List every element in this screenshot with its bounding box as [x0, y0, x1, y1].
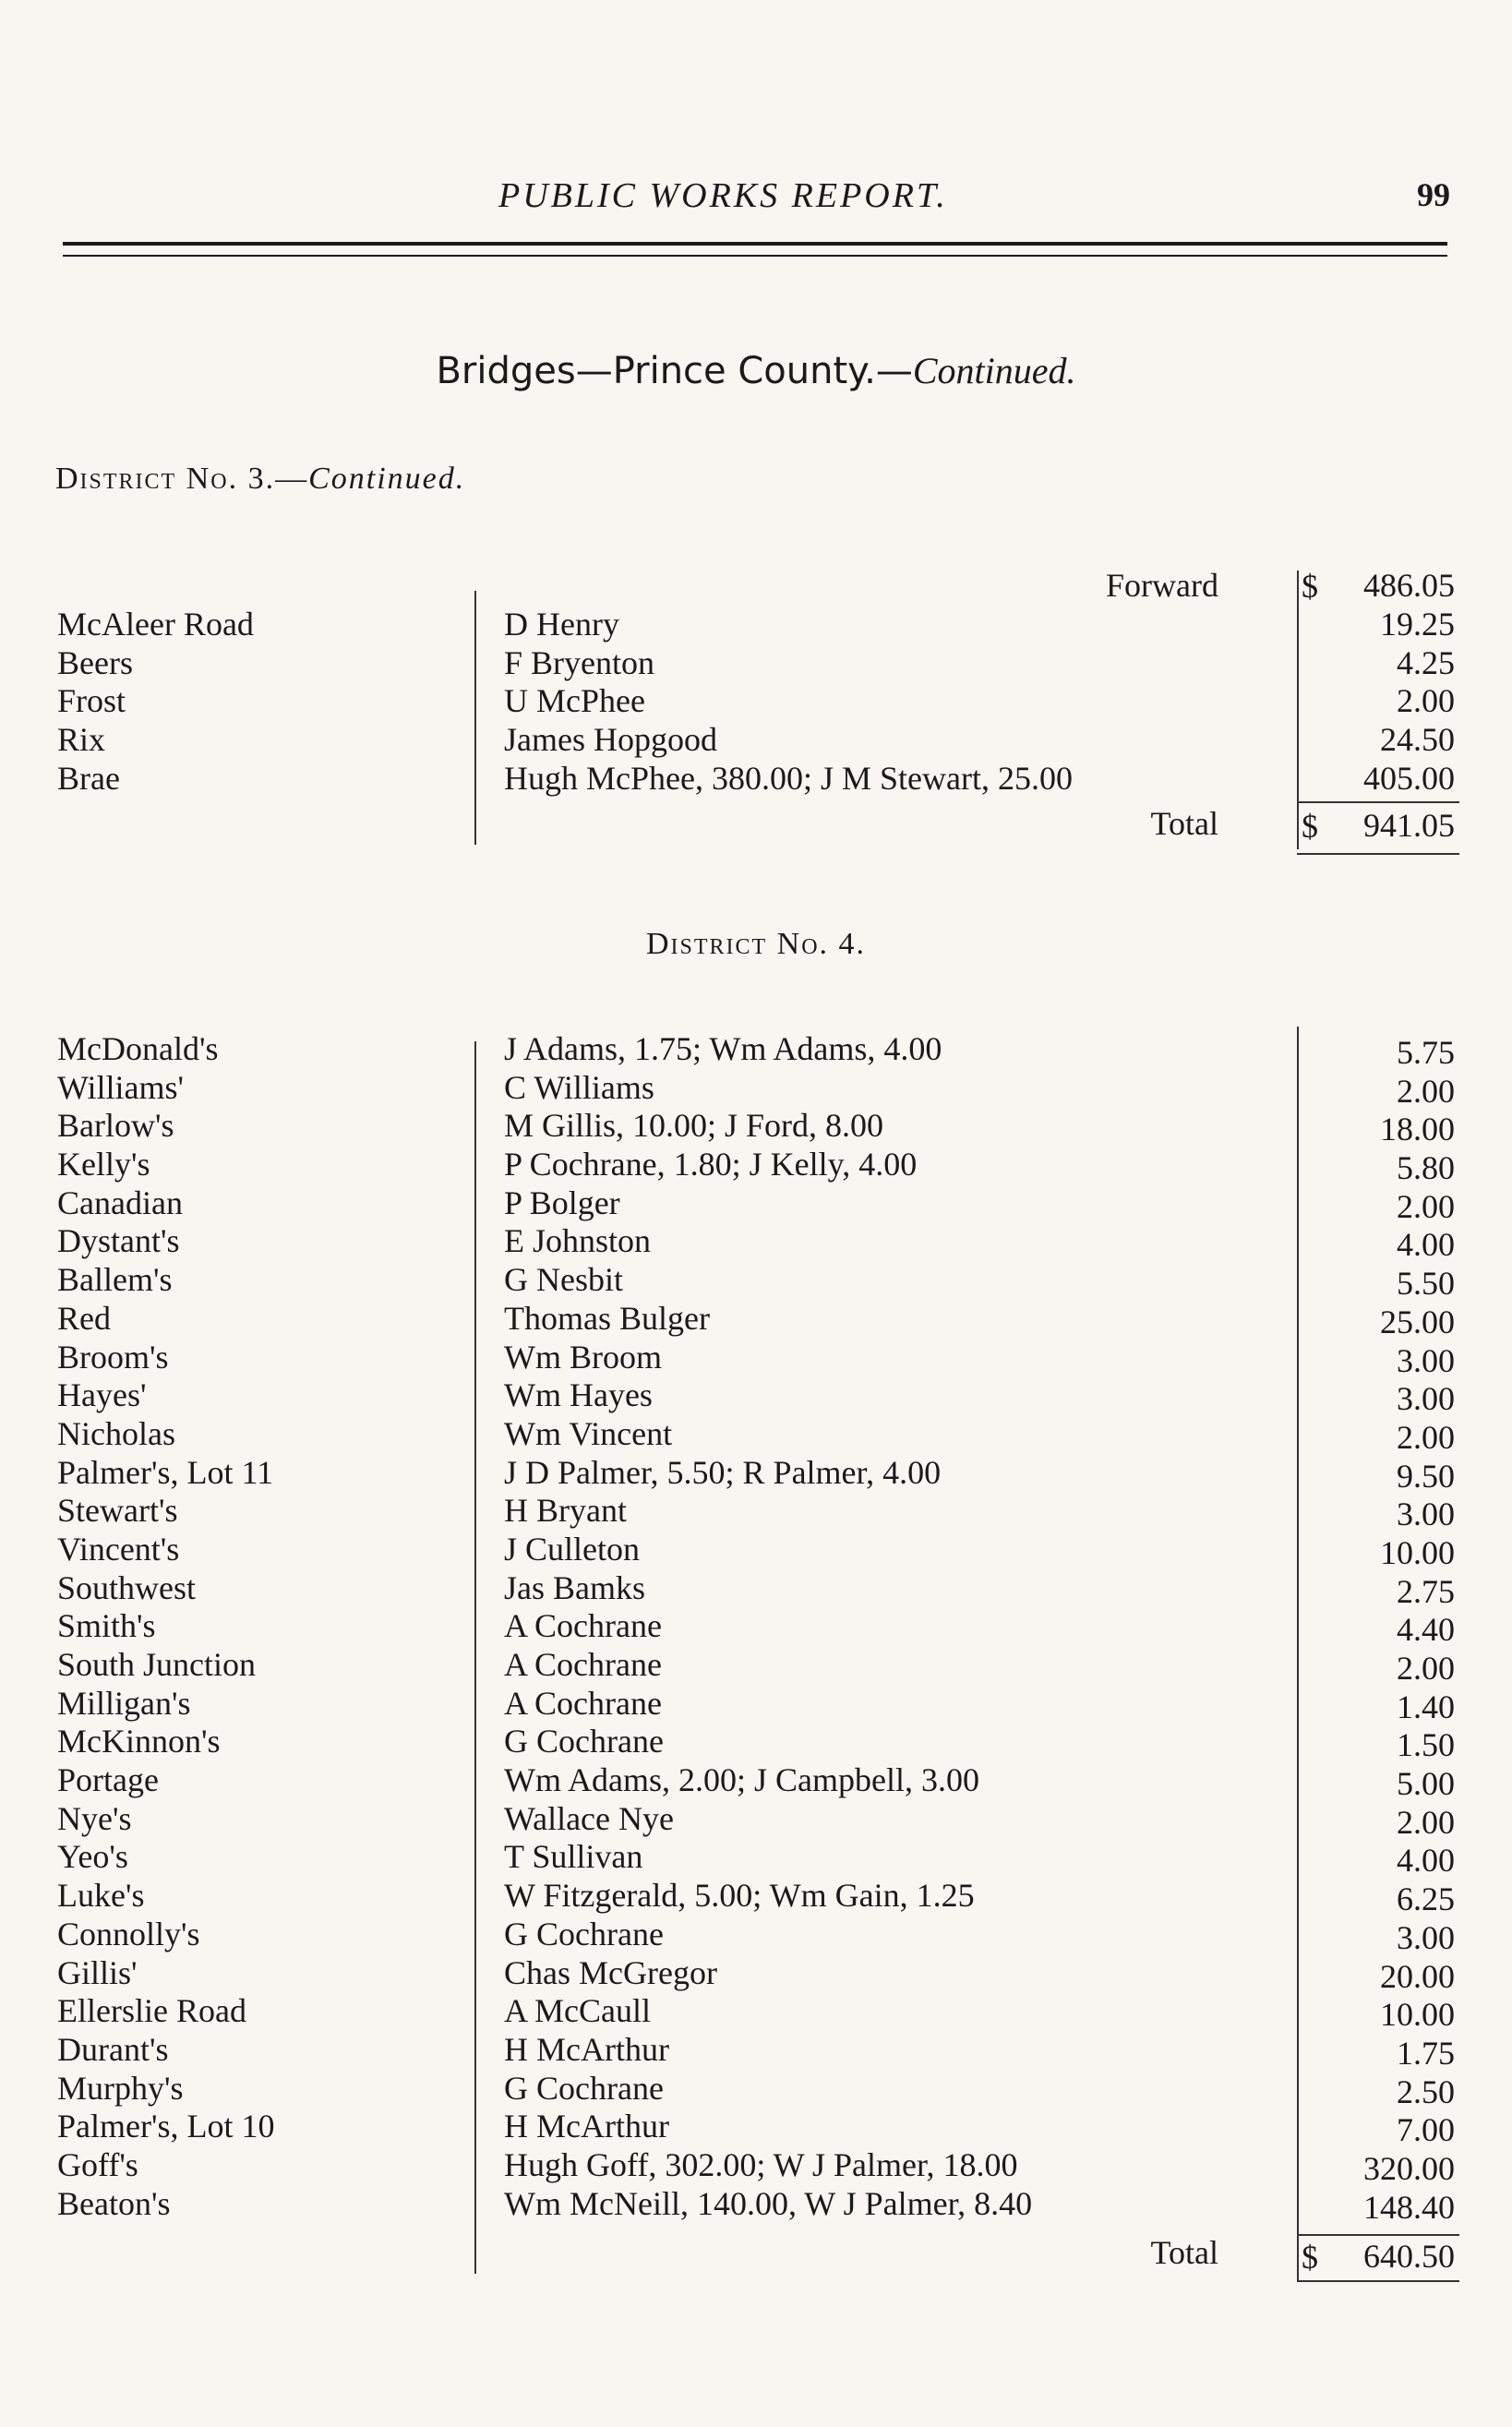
bridge-name: Nicholas — [57, 1414, 175, 1452]
bridge-name: Hayes' — [57, 1376, 147, 1414]
bridge-name: Dystant's — [57, 1222, 180, 1260]
bridge-name: South Junction — [57, 1646, 257, 1683]
forward-amount: 486.05 — [1363, 567, 1455, 604]
amount: 5.80 — [1397, 1149, 1455, 1187]
amount: 2.00 — [1397, 1418, 1455, 1456]
amount: 5.50 — [1397, 1265, 1455, 1303]
bridge-name: Palmer's, Lot 11 — [57, 1453, 274, 1491]
district-4-divider-left — [474, 1041, 476, 2274]
payee: H McArthur — [504, 2030, 669, 2068]
amount: 5.75 — [1397, 1034, 1455, 1071]
amount: 10.00 — [1380, 1533, 1455, 1571]
payee: Chas McGregor — [504, 1953, 717, 1991]
district-4-subtotal-rule — [1297, 2234, 1459, 2236]
bridge-name: Southwest — [57, 1568, 197, 1606]
payee: U McPhee — [504, 682, 645, 720]
payee: Thomas Bulger — [504, 1299, 710, 1337]
amount: 4.00 — [1397, 1842, 1455, 1880]
payee: G Cochrane — [504, 1723, 664, 1760]
bridge-name: Portage — [57, 1761, 159, 1799]
payee: T Sullivan — [504, 1838, 643, 1876]
amount: 3.00 — [1397, 1918, 1455, 1956]
payee: Hugh McPhee, 380.00; J M Stewart, 25.00 — [504, 759, 1073, 797]
payee: D Henry — [504, 606, 619, 643]
amount: 24.50 — [1380, 721, 1455, 759]
amount: 1.75 — [1397, 2034, 1455, 2072]
bridge-name: Durant's — [57, 2030, 169, 2068]
amount: 2.75 — [1397, 1572, 1455, 1610]
district-3-bridge-column — [57, 606, 254, 798]
payee: A Cochrane — [504, 1684, 662, 1722]
amount: 2.00 — [1397, 1650, 1455, 1687]
bridge-name: Luke's — [57, 1877, 145, 1915]
payee: G Cochrane — [504, 2069, 664, 2107]
forward-label: Forward — [1106, 567, 1218, 604]
amount: 1.40 — [1397, 1688, 1455, 1725]
bridge-name: Milligan's — [57, 1684, 191, 1722]
payee: James Hopgood — [504, 721, 717, 759]
bridge-name: Beaton's — [57, 2184, 171, 2222]
amount: 320.00 — [1363, 2149, 1455, 2187]
payee: Wm Hayes — [504, 1376, 653, 1414]
bridge-name: McAleer Road — [57, 606, 254, 643]
amount: 3.00 — [1397, 1380, 1455, 1418]
amount: 4.40 — [1397, 1611, 1455, 1649]
bridge-name: Nye's — [57, 1799, 132, 1837]
amount: 5.00 — [1397, 1765, 1455, 1803]
forward-currency: $ — [1302, 568, 1318, 605]
amount: 6.25 — [1397, 1880, 1455, 1918]
amount: 25.00 — [1380, 1303, 1455, 1340]
bridge-name: Frost — [57, 682, 126, 720]
header-rule — [63, 242, 1447, 257]
bridge-name: Vincent's — [57, 1530, 180, 1568]
payee: C Williams — [504, 1068, 654, 1106]
payee: J Adams, 1.75; Wm Adams, 4.00 — [504, 1030, 942, 1067]
bridge-name: Murphy's — [57, 2069, 184, 2107]
bridge-name: Palmer's, Lot 10 — [57, 2108, 275, 2145]
section-title-main: Bridges—Prince County.— — [436, 350, 913, 392]
payee: M Gillis, 10.00; J Ford, 8.00 — [504, 1107, 884, 1145]
amount: 2.00 — [1397, 1187, 1455, 1225]
amount: 20.00 — [1380, 1957, 1455, 1995]
bridge-name: Ballem's — [57, 1261, 173, 1299]
amount: 18.00 — [1380, 1111, 1455, 1148]
district-4-total-rule — [1297, 2280, 1459, 2282]
payee: A McCaull — [504, 1992, 651, 2030]
payee: Wm Adams, 2.00; J Campbell, 3.00 — [504, 1761, 979, 1799]
bridge-name: Canadian — [57, 1183, 183, 1221]
amount: 2.00 — [1397, 1072, 1455, 1110]
bridge-name: McKinnon's — [57, 1723, 221, 1760]
district-3-subtotal-rule — [1297, 801, 1459, 803]
payee: P Cochrane, 1.80; J Kelly, 4.00 — [504, 1146, 918, 1183]
payee: H McArthur — [504, 2108, 669, 2145]
amount: 2.00 — [1397, 1803, 1455, 1841]
amount: 10.00 — [1380, 1996, 1455, 2034]
payee: Jas Bamks — [504, 1568, 645, 1606]
district-3-divider-right — [1297, 571, 1299, 849]
district-3-heading-text: District No. 3.— — [55, 462, 309, 496]
district-4-total-label: Total — [1150, 2234, 1218, 2271]
amount: 3.00 — [1397, 1341, 1455, 1379]
amount: 7.00 — [1397, 2111, 1455, 2149]
amount: 405.00 — [1363, 759, 1455, 797]
amount: 4.25 — [1397, 643, 1455, 681]
district-4-heading — [0, 927, 1512, 962]
district-4-divider-right — [1297, 1027, 1299, 2280]
payee: E Johnston — [504, 1222, 652, 1260]
bridge-name: Beers — [57, 643, 133, 681]
district-3-total-amount: 941.05 — [1363, 807, 1455, 844]
district-4-total-currency: $ — [1302, 2239, 1318, 2276]
section-title-continued: Continued. — [912, 350, 1076, 391]
payee: Wm Vincent — [504, 1414, 673, 1452]
district-3-total-label: Total — [1150, 805, 1218, 842]
bridge-name: Connolly's — [57, 1915, 200, 1952]
amount: 2.50 — [1397, 2073, 1455, 2110]
district-3-heading — [55, 462, 465, 497]
district-4-bridge-column — [57, 1030, 274, 2223]
amount: 3.00 — [1397, 1496, 1455, 1533]
payee: P Bolger — [504, 1183, 620, 1221]
district-4-heading-text: District No. 4. — [645, 927, 867, 961]
amount: 4.00 — [1397, 1226, 1455, 1264]
running-header — [0, 175, 1512, 222]
page-number: 99 — [1417, 176, 1450, 213]
payee: Wallace Nye — [504, 1799, 674, 1837]
district-4-amount-column — [1292, 1034, 1455, 2227]
payee: F Bryenton — [504, 643, 655, 681]
bridge-name: Ellerslie Road — [57, 1992, 246, 2030]
bridge-name: Kelly's — [57, 1146, 150, 1183]
payee: Wm McNeill, 140.00, W J Palmer, 8.40 — [504, 2184, 1033, 2222]
district-3-total-rule — [1297, 853, 1459, 855]
bridge-name: Gillis' — [57, 1953, 138, 1991]
bridge-name: Smith's — [57, 1607, 156, 1645]
bridge-name: Brae — [57, 759, 120, 797]
bridge-name: Goff's — [57, 2145, 138, 2183]
payee: A Cochrane — [504, 1607, 662, 1645]
bridge-name: Stewart's — [57, 1492, 178, 1530]
payee: J Culleton — [504, 1530, 641, 1568]
running-title: PUBLIC WORKS REPORT. — [498, 176, 948, 215]
payee: H Bryant — [504, 1492, 627, 1530]
bridge-name: Rix — [57, 721, 106, 759]
bridge-name: Red — [57, 1299, 111, 1337]
bridge-name: Broom's — [57, 1338, 169, 1376]
payee: J D Palmer, 5.50; R Palmer, 4.00 — [504, 1453, 942, 1491]
payee: G Cochrane — [504, 1915, 664, 1952]
amount: 2.00 — [1397, 682, 1455, 720]
district-3-divider-left — [474, 591, 476, 845]
district-4-payee-column — [504, 1030, 1032, 2223]
bridge-name: Yeo's — [57, 1838, 128, 1876]
amount: 9.50 — [1397, 1457, 1455, 1495]
payee: Wm Broom — [504, 1338, 662, 1376]
amount: 148.40 — [1363, 2188, 1455, 2226]
amount: 1.50 — [1397, 1726, 1455, 1764]
district-3-heading-continued: Continued. — [308, 462, 466, 496]
payee: G Nesbit — [504, 1261, 623, 1299]
payee: Hugh Goff, 302.00; W J Palmer, 18.00 — [504, 2145, 1018, 2183]
district-3-payee-column — [504, 606, 1073, 798]
payee: W Fitzgerald, 5.00; Wm Gain, 1.25 — [504, 1877, 975, 1915]
bridge-name: McDonald's — [57, 1030, 219, 1067]
district-3-total-currency: $ — [1302, 808, 1318, 845]
payee: A Cochrane — [504, 1646, 662, 1683]
section-title — [0, 349, 1512, 392]
district-4-total-amount: 640.50 — [1363, 2238, 1455, 2275]
district-3-amount-column — [1292, 606, 1455, 798]
amount: 19.25 — [1380, 606, 1455, 643]
bridge-name: Williams' — [57, 1068, 185, 1106]
bridge-name: Barlow's — [57, 1107, 174, 1145]
